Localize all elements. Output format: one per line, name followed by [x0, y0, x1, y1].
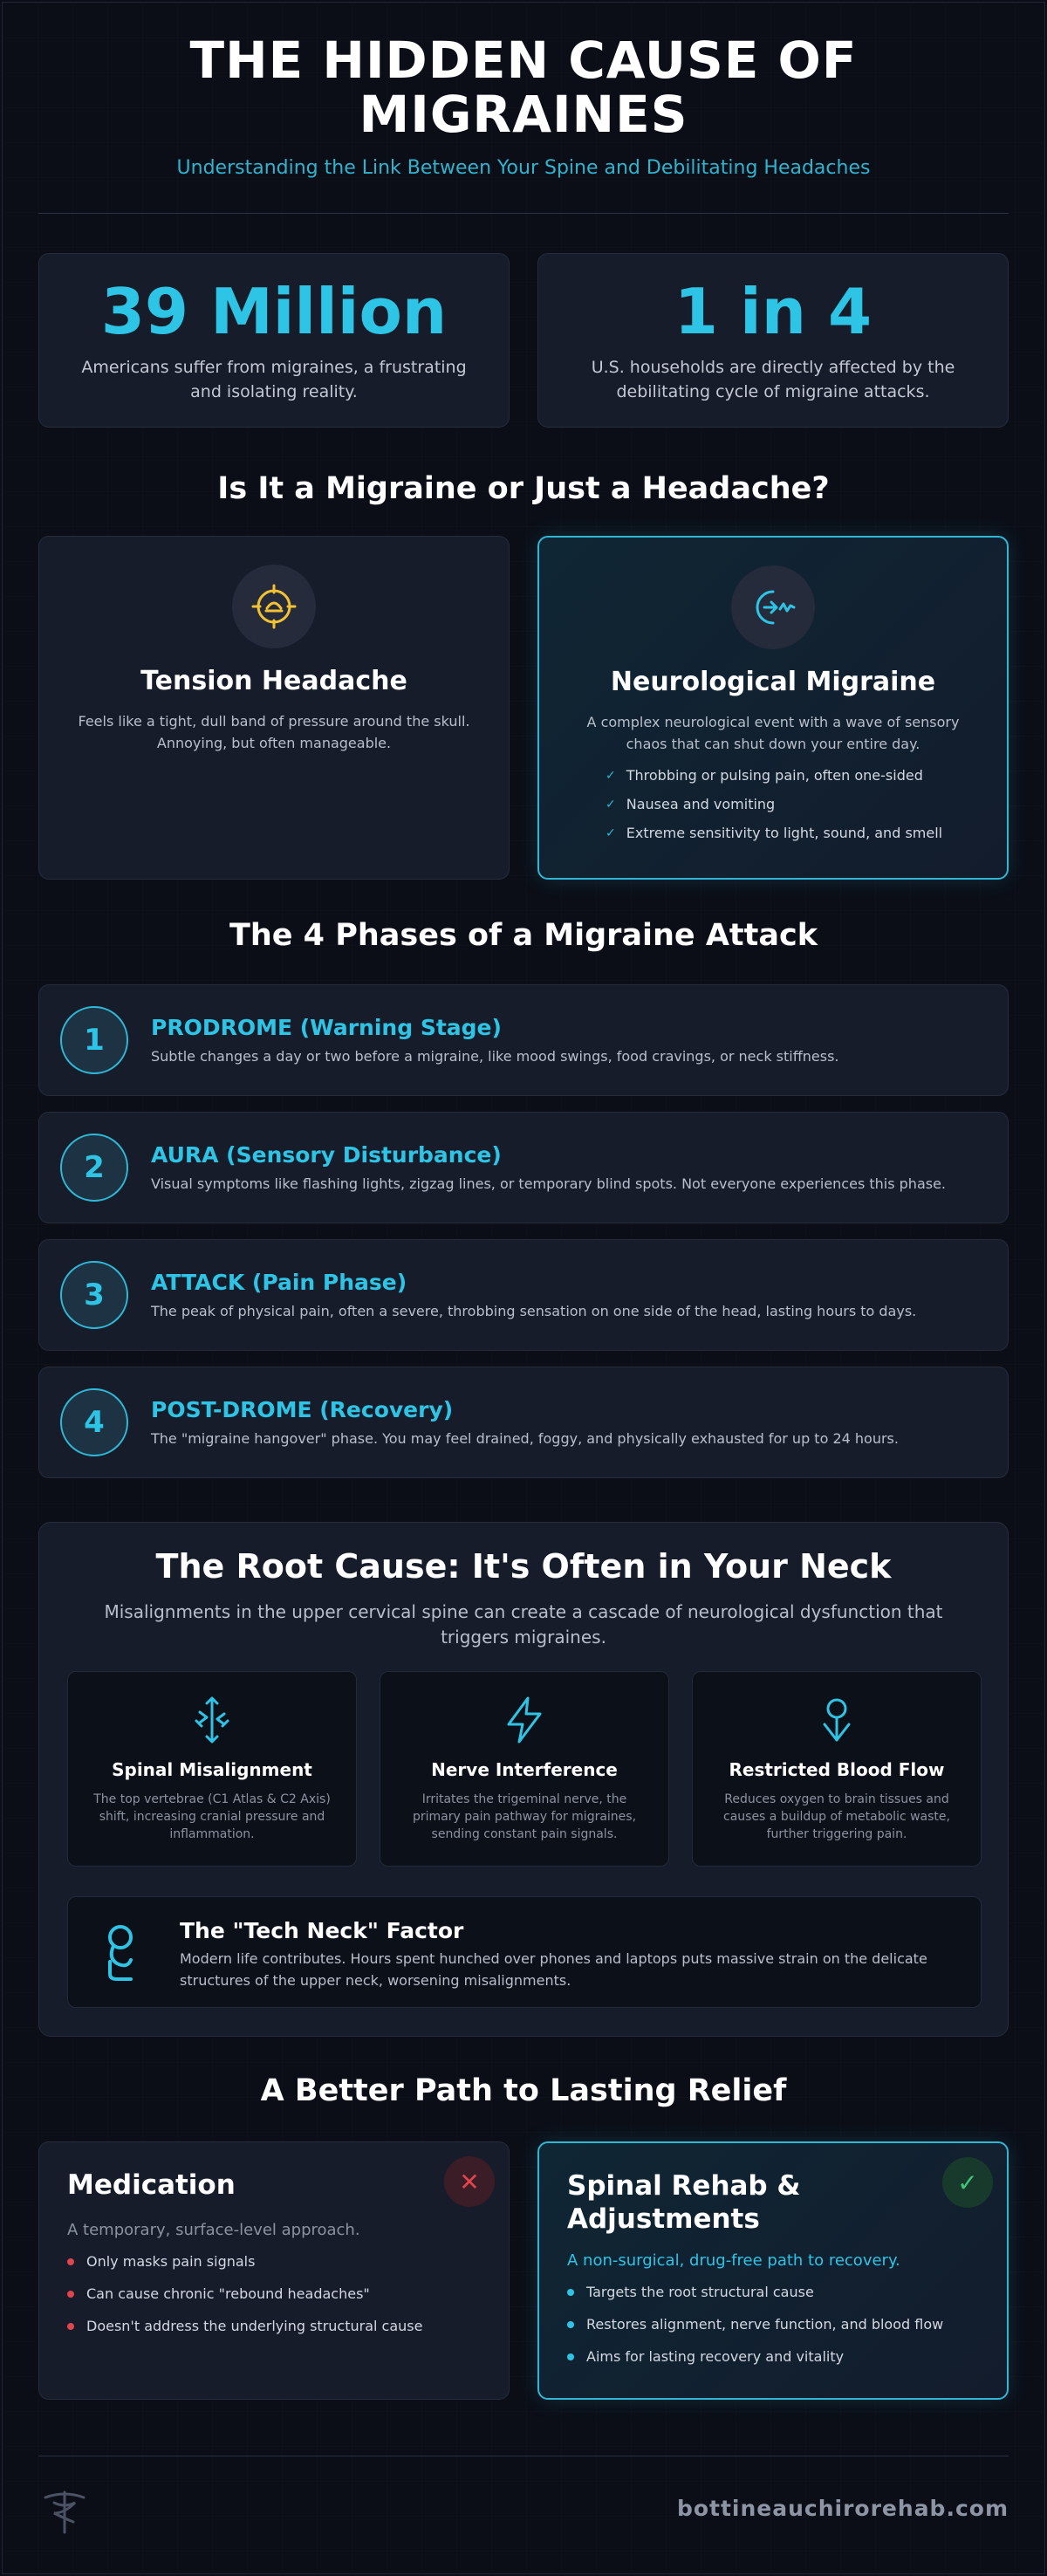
cause-desc: The top vertebrae (C1 Atlas & C2 Axis) shift, increasing cranial pressure and inflammation. — [93, 1792, 331, 1841]
stat-card-households — [537, 253, 1009, 428]
check-icon: ✓ — [606, 797, 616, 812]
tension-headache-card — [38, 536, 510, 880]
point-text: Only masks pain signals — [86, 2253, 256, 2270]
phase-number: 1 — [60, 1006, 128, 1074]
point-text: Doesn't address the underlying structural cause — [86, 2318, 423, 2334]
point-text: Restores alignment, nerve function, and blood flow — [586, 2316, 944, 2333]
cause-title: Restricted Blood Flow — [729, 1759, 945, 1780]
title-line-1: THE HIDDEN CAUSE OF — [189, 31, 858, 90]
tech-neck-title: The "Tech Neck" Factor — [180, 1918, 464, 1943]
phases-title: The 4 Phases of a Migraine Attack — [229, 918, 818, 953]
stat-card-migraine-sufferers — [38, 253, 510, 428]
divider — [38, 213, 1009, 214]
close-icon: ✕ — [444, 2156, 495, 2207]
spine-icon — [68, 1695, 356, 1747]
cause-card-misalignment — [67, 1671, 357, 1867]
spinal-rehab-card — [537, 2141, 1009, 2400]
point-text: Can cause chronic "rebound headaches" — [86, 2285, 370, 2302]
point-text: Targets the root structural cause — [586, 2284, 814, 2300]
list-item — [67, 2285, 509, 2302]
list-item — [606, 767, 1007, 784]
phase-card-3 — [38, 1239, 1009, 1351]
phase-desc: The peak of physical pain, often a severe, throbbing sensation on one side of the head, lasting hours to days. — [151, 1303, 917, 1319]
migraine-desc: A complex neurological event with a wave of sensory chaos that can shut down your entire day. — [586, 714, 960, 752]
tension-icon — [232, 565, 316, 648]
check-icon: ✓ — [606, 826, 616, 840]
phase-title: PRODROME (Warning Stage) — [151, 1015, 502, 1040]
bullet-icon — [67, 2291, 74, 2298]
medication-title: Medication — [67, 2169, 236, 2201]
phase-number: 4 — [60, 1388, 128, 1456]
list-item — [567, 2284, 1007, 2300]
phase-card-1 — [38, 984, 1009, 1096]
cause-desc: Irritates the trigeminal nerve, the primary pain pathway for migraines, sending constant pain signals. — [412, 1792, 637, 1841]
symptom-text: Nausea and vomiting — [626, 796, 776, 812]
phase-desc: Subtle changes a day or two before a migraine, like mood swings, food cravings, or neck stiffness. — [151, 1048, 839, 1065]
comparison-title: Is It a Migraine or Just a Headache? — [217, 471, 830, 506]
list-item — [67, 2318, 509, 2334]
cause-desc: Reduces oxygen to brain tissues and causes a buildup of metabolic waste, further triggering pain. — [723, 1792, 950, 1841]
rehab-points — [567, 2284, 1007, 2365]
cause-card-blood-flow — [692, 1671, 982, 1867]
phase-title: AURA (Sensory Disturbance) — [151, 1142, 502, 1168]
symptom-text: Extreme sensitivity to light, sound, and smell — [626, 825, 943, 841]
migraine-icon — [731, 565, 815, 649]
phase-desc: Visual symptoms like flashing lights, zigzag lines, or temporary blind spots. Not everyone experiences this phase. — [151, 1175, 947, 1192]
root-cause-section — [38, 1522, 1009, 2037]
migraine-title: Neurological Migraine — [610, 667, 936, 697]
migraine-card — [537, 536, 1009, 880]
page-subtitle: Understanding the Link Between Your Spine and Debilitating Headaches — [176, 157, 871, 179]
check-icon: ✓ — [942, 2157, 993, 2208]
list-item — [67, 2253, 509, 2270]
cause-card-nerve — [380, 1671, 669, 1867]
phase-title: ATTACK (Pain Phase) — [151, 1270, 407, 1295]
stat-text: U.S. households are directly affected by the debilitating cycle of migraine attacks. — [591, 358, 955, 401]
tension-desc: Feels like a tight, dull band of pressure around the skull. Annoying, but often manageable. — [78, 713, 470, 751]
phase-card-4 — [38, 1367, 1009, 1478]
rehab-title-line-1: Spinal Rehab & — [567, 2170, 801, 2202]
medication-card — [38, 2141, 510, 2400]
title-line-2: MIGRAINES — [359, 85, 688, 144]
rehab-subtitle: A non-surgical, drug-free path to recovery. — [567, 2251, 900, 2270]
page-title — [38, 31, 1009, 144]
tech-neck-desc: Modern life contributes. Hours spent hunched over phones and laptops puts massive strain on the delicate structures of the upper neck, worsening misalignments. — [180, 1950, 927, 1989]
phase-number: 2 — [60, 1134, 128, 1202]
phase-card-2 — [38, 1112, 1009, 1223]
cause-title: Nerve Interference — [431, 1759, 618, 1780]
stat-value: 1 in 4 — [674, 275, 872, 348]
phase-number: 3 — [60, 1261, 128, 1329]
bullet-icon — [67, 2258, 74, 2265]
medication-points — [67, 2253, 509, 2334]
cause-title: Spinal Misalignment — [112, 1759, 312, 1780]
medication-subtitle: A temporary, surface-level approach. — [67, 2221, 360, 2239]
root-cause-title: The Root Cause: It's Often in Your Neck — [155, 1547, 892, 1586]
footer-website-link[interactable]: bottineauchirorehab.com — [676, 2496, 1009, 2521]
tech-neck-card — [67, 1896, 982, 2008]
tension-title: Tension Headache — [140, 666, 407, 696]
list-item — [606, 825, 1007, 841]
bullet-icon — [567, 2353, 574, 2360]
tech-neck-icon — [101, 1923, 143, 1986]
phase-desc: The "migraine hangover" phase. You may feel drained, foggy, and physically exhausted for up to 24 hours. — [151, 1430, 899, 1447]
stat-text: Americans suffer from migraines, a frustrating and isolating reality. — [81, 358, 467, 401]
relief-title: A Better Path to Lasting Relief — [260, 2073, 787, 2108]
phase-title: POST-DROME (Recovery) — [151, 1397, 454, 1422]
blood-flow-icon — [693, 1695, 981, 1747]
symptom-list — [606, 767, 1007, 841]
rehab-title-line-2: Adjustments — [567, 2203, 760, 2235]
bullet-icon — [567, 2321, 574, 2328]
list-item — [567, 2348, 1007, 2365]
list-item — [606, 796, 1007, 812]
root-cause-subtitle: Misalignments in the upper cervical spine can create a cascade of neurological dysfunction that triggers migraines. — [104, 1601, 943, 1648]
point-text: Aims for lasting recovery and vitality — [586, 2348, 845, 2365]
stat-value: 39 Million — [100, 275, 448, 348]
list-item — [567, 2316, 1007, 2333]
bullet-icon — [567, 2289, 574, 2296]
lightning-icon — [380, 1695, 668, 1747]
symptom-text: Throbbing or pulsing pain, often one-sided — [626, 767, 923, 784]
caduceus-logo-icon — [38, 2489, 91, 2539]
check-icon: ✓ — [606, 768, 616, 783]
bullet-icon — [67, 2323, 74, 2330]
rehab-title — [567, 2169, 1007, 2236]
